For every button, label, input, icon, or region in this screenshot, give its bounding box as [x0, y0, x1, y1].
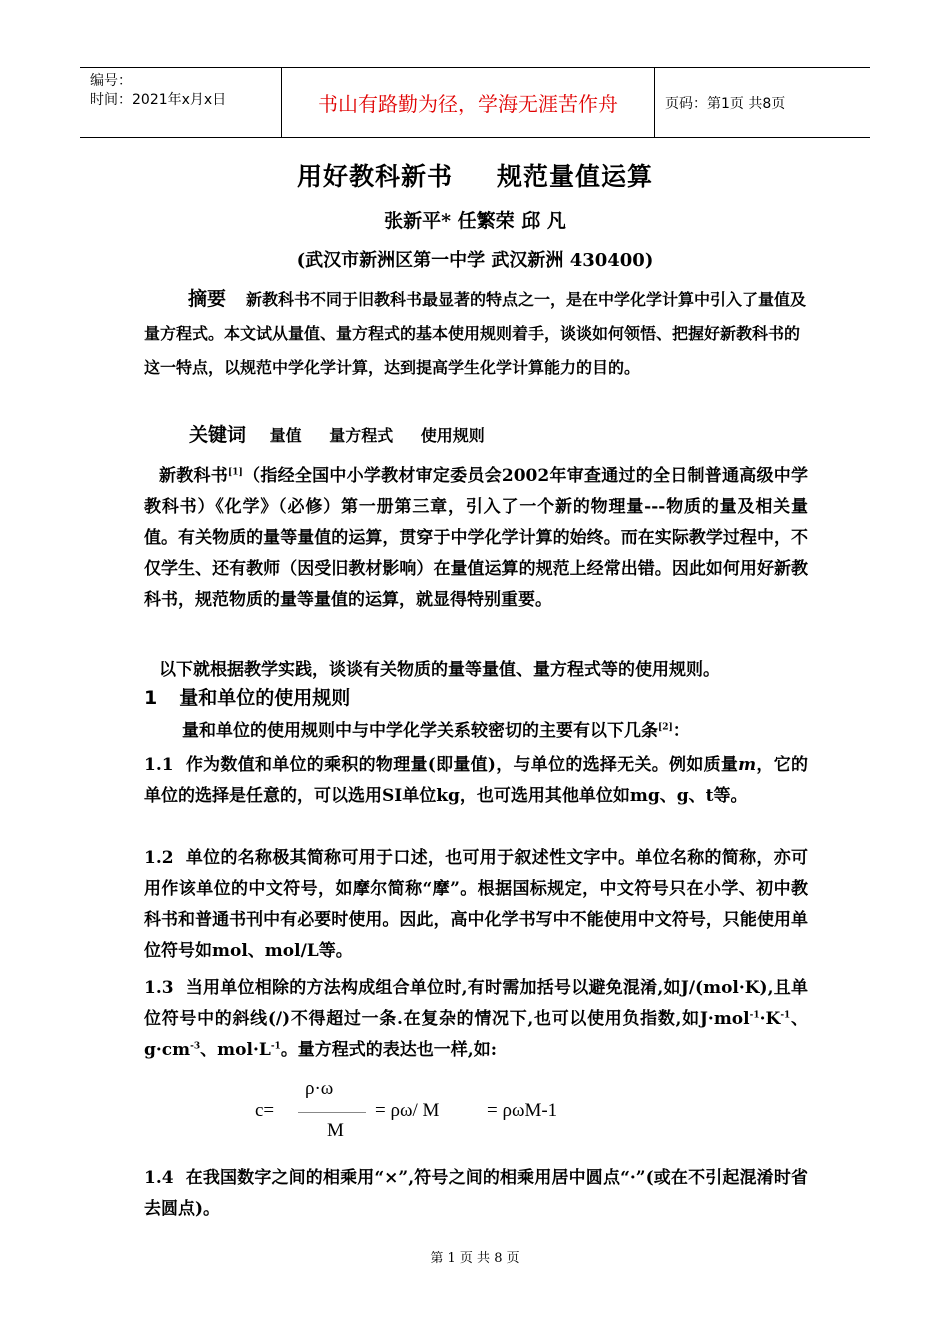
- formula-numerator: ρ·ω: [305, 1078, 334, 1099]
- affiliation: (武汉市新洲区第一中学 武汉新洲 430400): [296, 250, 654, 271]
- formula-lhs: c=: [255, 1100, 275, 1121]
- exponent: -1: [270, 1041, 281, 1052]
- keyword-item: 量方程式: [329, 426, 394, 445]
- intro-paragraph: [144, 461, 808, 616]
- header-motto: 书山有路勤为径，学海无涯苦作舟: [281, 68, 655, 137]
- document-header: [80, 67, 870, 138]
- section-intro-end: ：: [672, 721, 690, 741]
- page-footer: 第 1 页 共 8 页: [430, 1251, 520, 1266]
- formula-denominator: M: [327, 1120, 344, 1141]
- header-page-info: 页码：第1页 共8页: [665, 95, 786, 112]
- page-title: [0, 157, 950, 193]
- header-meta: [90, 72, 226, 110]
- subsection-number: 1.1: [144, 755, 174, 775]
- variable-m: m: [738, 755, 757, 775]
- fraction-bar: [298, 1112, 366, 1113]
- section-number: 1: [144, 687, 158, 709]
- abstract-label: 摘要: [188, 288, 227, 310]
- para2-text: 以下就根据教学实践，谈谈有关物质的量等量值、量方程式等的使用规则。: [159, 660, 720, 680]
- subsection-number: 1.3: [144, 978, 174, 998]
- section-intro: [144, 716, 808, 747]
- abstract-text: 新教科书不同于旧教科书最显著的特点之一，是在中学化学计算中引入了量值及量方程式。本文试从量值、量方程式的基本使用规则着手，谈谈如何领悟、把握好新教科书的这一特点，以规范中学化学计算，达到提高学生化学计算能力的目的。: [144, 290, 807, 377]
- formula-rhs-1: = ρω/ M: [375, 1100, 440, 1121]
- subsection-text: ，它的单位的选择是任意的，可以选用SI单位kg，也可选用其他单位如mg、g、t等。: [144, 755, 808, 806]
- title-part-2: 规范量值运算: [497, 162, 654, 191]
- subsection-1-3: [144, 973, 808, 1066]
- subsection-text: 在我国数字之间的相乘用“×”,符号之间的相乘用居中圆点“·”(或在不引起混淆时省去圆点)。: [144, 1168, 808, 1219]
- authors: 张新平* 任繁荣 邱 凡: [384, 210, 566, 232]
- section-intro-text: 量和单位的使用规则中与中学化学关系较密切的主要有以下几条: [182, 721, 658, 741]
- transition-paragraph: [144, 655, 808, 686]
- abstract: [144, 282, 808, 385]
- serial-label: 编号：: [90, 73, 132, 89]
- citation-ref: [1]: [228, 467, 243, 478]
- exponent: -3: [190, 1041, 201, 1052]
- para1-start: 新教科书: [159, 466, 229, 486]
- keywords-label: 关键词: [189, 424, 247, 446]
- keywords: [189, 420, 507, 447]
- title-part-1: 用好教科新书: [296, 162, 453, 191]
- section-heading: [144, 683, 350, 710]
- subsection-1-2: [144, 843, 808, 967]
- keyword-item: 使用规则: [420, 426, 485, 445]
- keyword-item: 量值: [269, 426, 302, 445]
- subsection-text: 、g·cm: [144, 1009, 809, 1060]
- citation-ref: [2]: [658, 722, 673, 733]
- exponent: -1: [749, 1010, 760, 1021]
- subsection-text: 当用单位相除的方法构成组合单位时,有时需加括号以避免混淆,如J/(mol·K),且单位符号中的斜线(/)不得超过一条.在复杂的情况下,也可以使用负指数,如J·mol: [144, 978, 808, 1029]
- subsection-text: 、mol·L: [200, 1040, 271, 1060]
- subsection-1-4: [144, 1163, 808, 1225]
- subsection-number: 1.4: [144, 1168, 174, 1188]
- time-label: 时间：2021年x月x日: [90, 92, 227, 108]
- formula-rhs-2: = ρωM-1: [487, 1100, 558, 1121]
- subsection-1-1: [144, 750, 808, 812]
- exponent: -1: [780, 1010, 791, 1021]
- subsection-text: 。量方程式的表达也一样,如:: [280, 1040, 498, 1060]
- para1-rest: （指经全国中小学教材审定委员会2002年审查通过的全日制普通高级中学教科书）《化学》（必修）第一册第三章，引入了一个新的物理量---物质的量及相关量值。有关物质的量等量值的运算，贯穿于中学化学计算的始终。而在实际教学过程中，不仅学生、还有教师（因受旧教材影响）在量值运算的规范上经常出错。因此如何用好新教科书，规范物质的量等量值的运算，就显得特别重要。: [144, 466, 809, 610]
- subsection-text: 作为数值和单位的乘积的物理量(即量值)，与单位的选择无关。例如质量: [185, 755, 739, 775]
- section-title: 量和单位的使用规则: [179, 687, 351, 709]
- subsection-text: ·K: [759, 1009, 781, 1029]
- subsection-number: 1.2: [144, 848, 174, 868]
- subsection-text: 单位的名称极其简称可用于口述，也可用于叙述性文字中。单位名称的简称，亦可用作该单位的中文符号，如摩尔简称“摩”。根据国标规定，中文符号只在小学、初中教科书和普通书刊中有必要时使用。因此，高中化学书写中不能使用中文符号，只能使用单位符号如mol、mol/L等。: [144, 848, 808, 961]
